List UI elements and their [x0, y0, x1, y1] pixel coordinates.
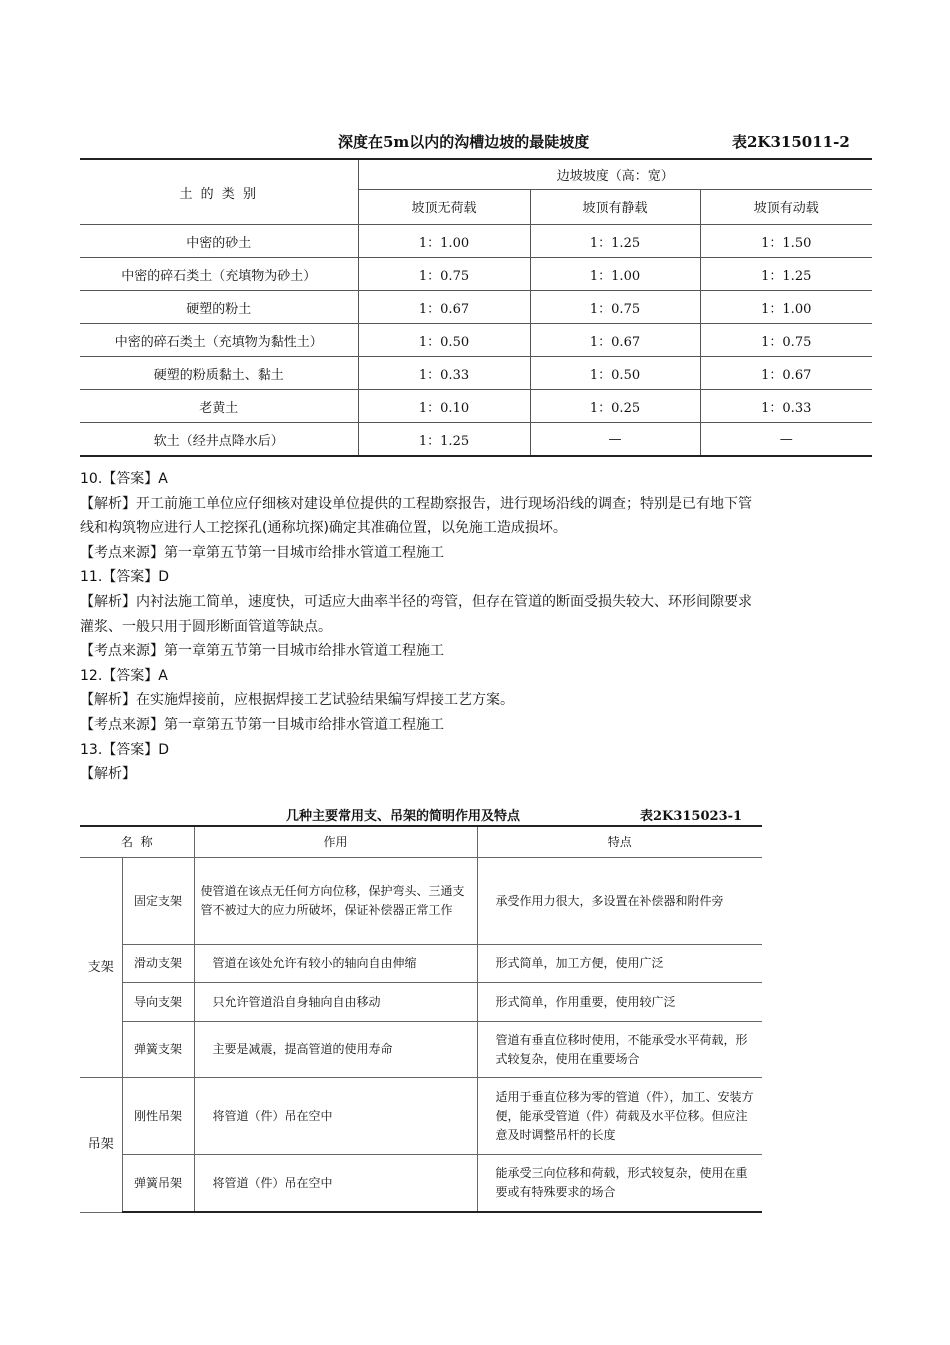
no-load-cell: 1：1.25	[358, 423, 530, 457]
function-cell: 主要是减震，提高管道的使用寿命	[194, 1022, 477, 1078]
feature-cell: 承受作用力很大，多设置在补偿器和附件旁	[477, 858, 762, 945]
static-load-cell: 1：1.25	[530, 225, 700, 258]
table-row	[80, 1155, 762, 1213]
type-name-cell: 固定支架	[122, 858, 194, 945]
analysis-line: 灌浆、一般只用于圆形断面管道等缺点。	[80, 618, 332, 635]
soil-cell: 软土（经井点降水后）	[80, 423, 358, 457]
static-load-cell: 1：1.00	[530, 258, 700, 291]
dynamic-load-cell: 1：0.75	[700, 324, 872, 357]
dynamic-load-header: 坡顶有动载	[700, 189, 872, 224]
table-row	[80, 225, 872, 258]
source-line: 【考点来源】第一章第五节第一目城市给排水管道工程施工	[80, 544, 444, 561]
soil-type-header: 土 的 类 别	[80, 159, 358, 225]
slope-table	[80, 158, 872, 457]
soil-cell: 中密的碎石类土（充填物为砂土）	[80, 258, 358, 291]
support-table-number: 表2K315023-1	[640, 809, 743, 824]
answer-10-line: 10.【答案】A	[80, 471, 168, 487]
support-table	[80, 825, 762, 1213]
no-load-cell: 1：0.10	[358, 390, 530, 423]
feature-cell: 能承受三向位移和荷载，形式较复杂，使用在重要或有特殊要求的场合	[477, 1155, 762, 1213]
no-load-cell: 1：0.50	[358, 324, 530, 357]
slope-table-title: 深度在5m以内的沟槽边坡的最陡坡度	[338, 133, 590, 151]
table-row	[80, 983, 762, 1022]
table-row	[80, 1078, 762, 1155]
slope-table-number: 表2K315011-2	[732, 133, 850, 151]
answer-12-line: 12.【答案】A	[80, 667, 168, 684]
static-load-header: 坡顶有静载	[530, 189, 700, 224]
source-line: 【考点来源】第一章第五节第一目城市给排水管道工程施工	[80, 716, 444, 733]
soil-cell: 中密的碎石类土（充填物为黏性土）	[80, 324, 358, 357]
soil-cell: 中密的砂土	[80, 225, 358, 258]
function-cell: 管道在该处允许有较小的轴向自由伸缩	[194, 945, 477, 983]
table-row	[80, 945, 762, 983]
feature-header: 特点	[477, 826, 762, 858]
no-load-cell: 1：0.33	[358, 357, 530, 390]
dynamic-load-cell: 1：0.33	[700, 390, 872, 423]
analysis-line: 【解析】开工前施工单位应仔细核对建设单位提供的工程勘察报告，进行现场沿线的调查；特别是已有地下管	[80, 495, 752, 512]
support-table-title: 几种主要常用支、吊架的简明作用及特点	[286, 809, 521, 824]
table-row	[80, 423, 872, 457]
table-row	[80, 1022, 762, 1078]
soil-cell: 硬塑的粉土	[80, 291, 358, 324]
answer-13-line: 13.【答案】D	[80, 741, 170, 758]
category-support: 支架	[80, 858, 122, 1078]
function-cell: 只允许管道沿自身轴向自由移动	[194, 983, 477, 1022]
slope-ratio-header: 边坡坡度（高：宽）	[358, 159, 872, 189]
soil-cell: 硬塑的粉质黏土、黏土	[80, 357, 358, 390]
table-row	[80, 324, 872, 357]
analysis-line: 【解析】在实施焊接前，应根据焊接工艺试验结果编写焊接工艺方案。	[80, 692, 514, 709]
static-load-cell: 1：0.67	[530, 324, 700, 357]
slope-table-section	[80, 118, 872, 457]
dynamic-load-cell: 1：1.50	[700, 225, 872, 258]
type-name-cell: 弹簧吊架	[122, 1155, 194, 1213]
static-load-cell: 1：0.25	[530, 390, 700, 423]
function-cell: 将管道（件）吊在空中	[194, 1155, 477, 1213]
table-row	[80, 390, 872, 423]
dynamic-load-cell: 1：1.00	[700, 291, 872, 324]
category-hanger: 吊架	[80, 1078, 122, 1213]
static-load-cell: 1：0.75	[530, 291, 700, 324]
source-line: 【考点来源】第一章第五节第一目城市给排水管道工程施工	[80, 643, 444, 660]
no-load-cell: 1：1.00	[358, 225, 530, 258]
analysis-line: 【解析】内衬法施工简单，速度快，可适应大曲率半径的弯管，但存在管道的断面受损失较大、环形间隙要求	[80, 593, 752, 610]
static-load-cell: 1：0.50	[530, 357, 700, 390]
function-cell: 将管道（件）吊在空中	[194, 1078, 477, 1155]
feature-cell: 适用于垂直位移为零的管道（件），加工、安装方便，能承受管道（件）荷载及水平位移。但应注意及时调整吊杆的长度	[477, 1078, 762, 1155]
answer-11-line: 11.【答案】D	[80, 569, 170, 586]
answer-explanations	[80, 467, 885, 787]
table-row	[80, 291, 872, 324]
type-name-cell: 弹簧支架	[122, 1022, 194, 1078]
no-load-cell: 1：0.75	[358, 258, 530, 291]
dynamic-load-cell: 1：1.25	[700, 258, 872, 291]
feature-cell: 形式简单，加工方便，使用广泛	[477, 945, 762, 983]
feature-cell: 管道有垂直位移时使用，不能承受水平荷载，形式较复杂，使用在重要场合	[477, 1022, 762, 1078]
type-name-cell: 滑动支架	[122, 945, 194, 983]
name-header: 名 称	[80, 826, 194, 858]
dynamic-load-cell: 1：0.67	[700, 357, 872, 390]
function-cell: 使管道在该点无任何方向位移，保护弯头、三通支管不被过大的应力所破坏，保证补偿器正常工作	[194, 858, 477, 945]
soil-cell: 老黄土	[80, 390, 358, 423]
static-load-cell: —	[530, 423, 700, 457]
type-name-cell: 导向支架	[122, 983, 194, 1022]
table-row	[80, 858, 762, 945]
support-table-caption	[80, 800, 762, 825]
type-name-cell: 刚性吊架	[122, 1078, 194, 1155]
analysis-line: 【解析】	[80, 766, 136, 783]
feature-cell: 形式简单，作用重要，使用较广泛	[477, 983, 762, 1022]
no-load-header: 坡顶无荷载	[358, 189, 530, 224]
table-row	[80, 357, 872, 390]
slope-table-caption	[80, 118, 872, 158]
dynamic-load-cell: —	[700, 423, 872, 457]
table-row	[80, 258, 872, 291]
support-table-section	[80, 800, 762, 1213]
function-header: 作用	[194, 826, 477, 858]
no-load-cell: 1：0.67	[358, 291, 530, 324]
analysis-line: 线和构筑物应进行人工挖探孔(通称坑探)确定其准确位置，以免施工造成损坏。	[80, 520, 567, 537]
